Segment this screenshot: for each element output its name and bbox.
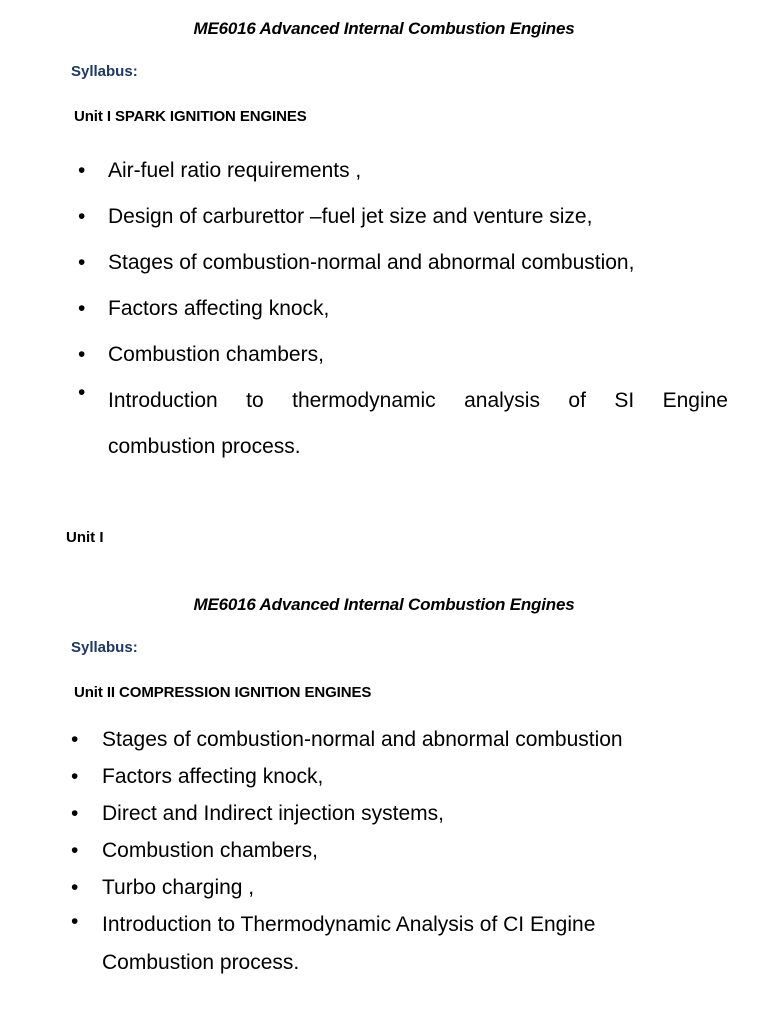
unit-heading: Unit II COMPRESSION IGNITION ENGINES bbox=[74, 684, 372, 701]
bullet-icon: • bbox=[78, 381, 86, 404]
bullet-icon: • bbox=[78, 343, 86, 366]
list-item bbox=[71, 798, 731, 835]
list-item bbox=[71, 872, 731, 909]
list-item-text bbox=[102, 906, 731, 982]
list-item-text: Stages of combustion-normal and abnormal combustion, bbox=[108, 251, 635, 274]
bullet-icon: • bbox=[78, 251, 86, 274]
bullet-icon: • bbox=[71, 728, 79, 751]
bullet-icon: • bbox=[71, 876, 79, 899]
bullet-icon: • bbox=[78, 205, 86, 228]
bullet-icon: • bbox=[71, 839, 79, 862]
list-item-text-line-1: Introduction to Thermodynamic Analysis of CI Engine bbox=[102, 913, 596, 936]
list-item bbox=[78, 156, 728, 202]
list-item bbox=[71, 906, 731, 982]
syllabus-label: Syllabus: bbox=[71, 63, 138, 80]
course-title: ME6016 Advanced Internal Combustion Engines bbox=[193, 595, 575, 614]
list-item bbox=[78, 294, 728, 340]
unit-heading: Unit I SPARK IGNITION ENGINES bbox=[74, 108, 307, 125]
list-item-text: Turbo charging , bbox=[102, 876, 255, 899]
syllabus-label: Syllabus: bbox=[71, 639, 138, 656]
list-item bbox=[71, 761, 731, 798]
list-item-text: Factors affecting knock, bbox=[108, 297, 330, 320]
list-item-text-line-2: Combustion process. bbox=[102, 951, 300, 974]
list-item bbox=[78, 248, 728, 294]
bullet-icon: • bbox=[78, 159, 86, 182]
topic-list bbox=[78, 156, 728, 470]
bullet-icon: • bbox=[71, 910, 79, 933]
topic-list bbox=[71, 724, 731, 982]
list-item-text: Combustion chambers, bbox=[108, 343, 324, 366]
list-item-text: Air-fuel ratio requirements , bbox=[108, 159, 362, 182]
list-item-text-line-2: combustion process. bbox=[108, 435, 301, 458]
list-item-text: Direct and Indirect injection systems, bbox=[102, 802, 444, 825]
list-item bbox=[78, 378, 728, 470]
course-title: ME6016 Advanced Internal Combustion Engines bbox=[193, 19, 575, 38]
bullet-icon: • bbox=[71, 765, 79, 788]
list-item bbox=[78, 202, 728, 248]
list-item-text: Combustion chambers, bbox=[102, 839, 318, 862]
list-item bbox=[71, 724, 731, 761]
unit-label: Unit I bbox=[66, 529, 104, 546]
bullet-icon: • bbox=[78, 297, 86, 320]
list-item-text bbox=[108, 378, 728, 470]
list-item-text: Design of carburettor –fuel jet size and venture size, bbox=[108, 205, 593, 228]
list-item-text: Stages of combustion-normal and abnormal combustion bbox=[102, 728, 623, 751]
list-item bbox=[71, 835, 731, 872]
bullet-icon: • bbox=[71, 802, 79, 825]
list-item-text-line-1: Introduction to thermodynamic analysis of SI Engine bbox=[108, 389, 728, 412]
list-item-text: Factors affecting knock, bbox=[102, 765, 324, 788]
